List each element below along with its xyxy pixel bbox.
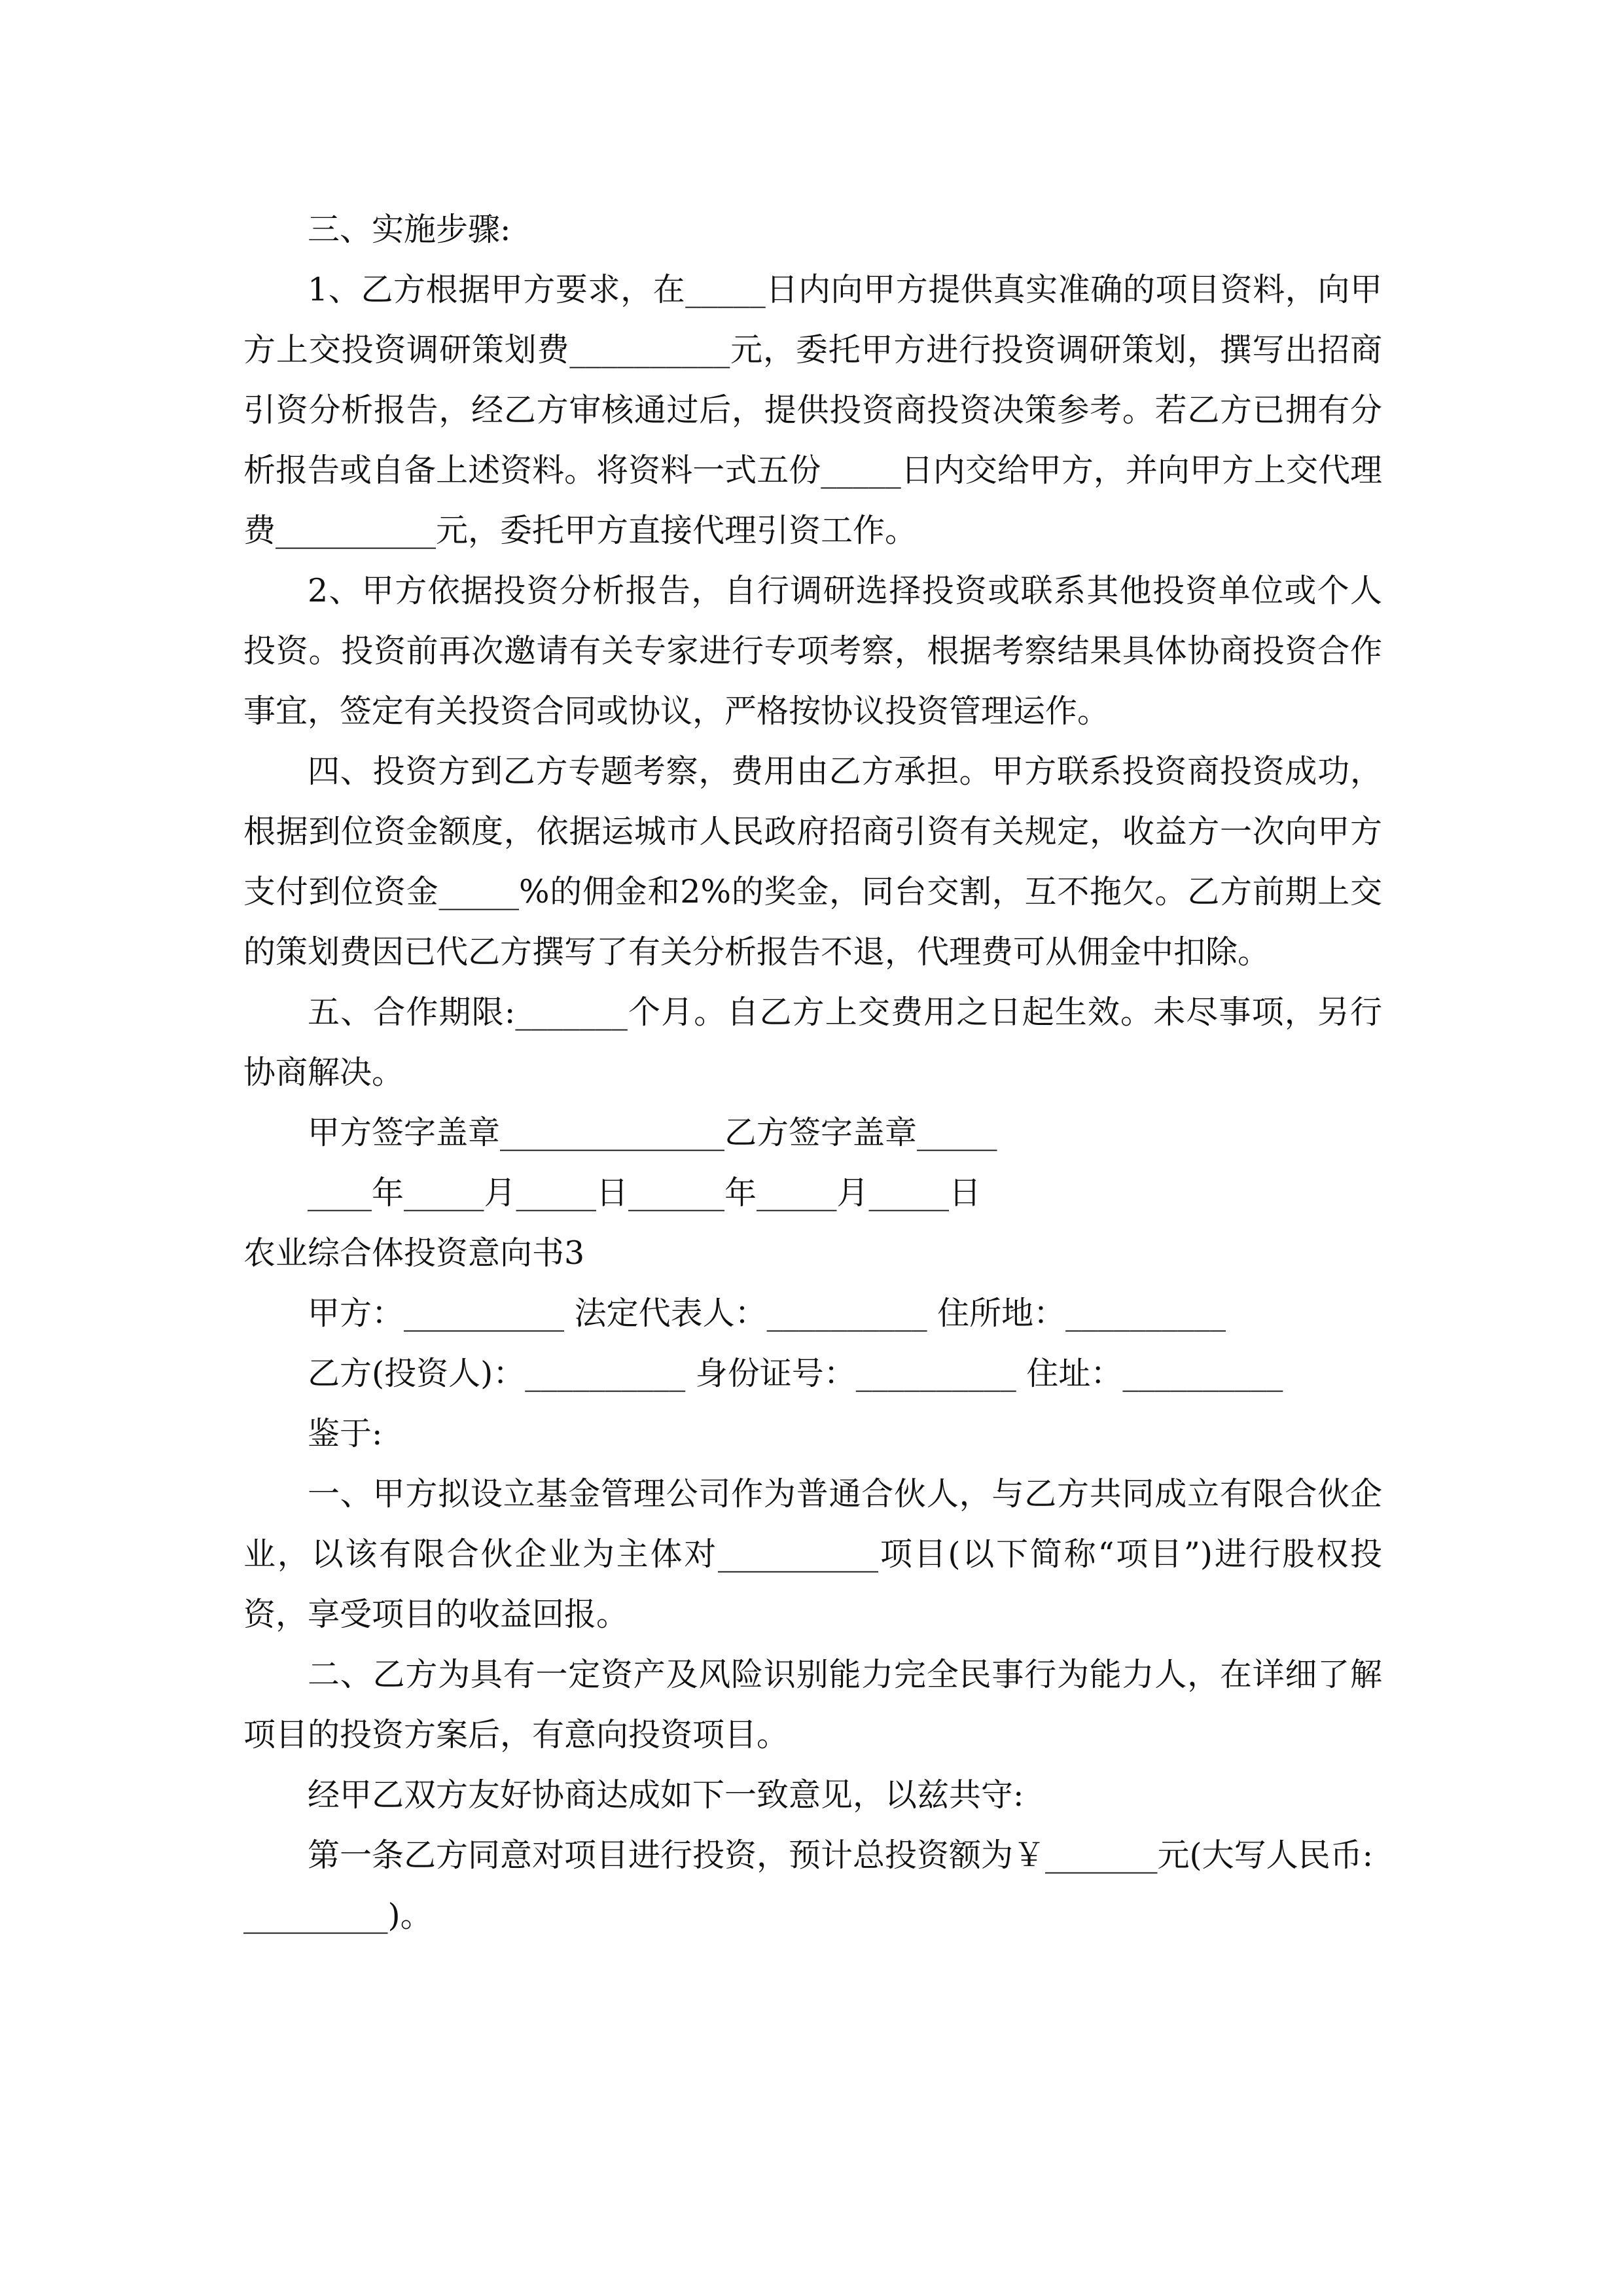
paragraph-whereas-2: 二、乙方为具有一定资产及风险识别能力完全民事行为能力人，在详细了解项目的投资方案后，有意向投资项目。 [243,1656,1382,1753]
date-line: ____年_____月_____日______年_____月_____日 [308,1174,981,1211]
document-body [243,200,1382,1946]
whereas-heading: 鉴于: [308,1415,383,1452]
paragraph-step-1: 1、乙方根据甲方要求，在_____日内向甲方提供真实准确的项目资料，向甲方上交投资调研策划费__________元，委托甲方进行投资调研策划，撰写出招商引资分析报告，经乙方审核通过后，提供投资商投资决策参考。若乙方已拥有分析报告或自备上述资料。将资料一式五份_____日内交给甲方，并向甲方上交代理费__________元，委托甲方直接代理引资工作。 [243,271,1382,549]
paragraph-section-five: 五、合作期限:_______个月。自乙方上交费用之日起生效。未尽事项，另行协商解决。 [243,994,1382,1091]
paragraph-article-1-continued: _________)。 [243,1897,433,1934]
paragraph-section-four: 四、投资方到乙方专题考察，费用由乙方承担。甲方联系投资商投资成功，根据到位资金额度，依据运城市人民政府招商引资有关规定，收益方一次向甲方支付到位资金_____%的佣金和2%的奖金，同台交割，互不拖欠。乙方前期上交的策划费因已代乙方撰写了有关分析报告不退，代理费可从佣金中扣除。 [243,753,1382,971]
section-heading-implementation-steps: 三、实施步骤: [308,211,511,248]
party-b-info-line: 乙方(投资人)：__________ 身份证号：__________ 住址：__________ [308,1355,1283,1392]
document-title: 农业综合体投资意向书3 [243,1234,585,1272]
paragraph-step-2: 2、甲方依据投资分析报告，自行调研选择投资或联系其他投资单位或个人投资。投资前再次邀请有关专家进行专项考察，根据考察结果具体协商投资合作事宜，签定有关投资合同或协议，严格按协议投资管理运作。 [243,572,1382,730]
party-a-info-line: 甲方：__________ 法定代表人：__________ 住所地：__________ [308,1295,1226,1332]
paragraph-article-1: 第一条乙方同意对项目进行投资，预计总投资额为￥_______元(大写人民币: [308,1837,1374,1874]
signature-line: 甲方签字盖章______________乙方签字盖章_____ [308,1114,997,1151]
paragraph-whereas-1: 一、甲方拟设立基金管理公司作为普通合伙人，与乙方共同成立有限合伙企业，以该有限合伙企业为主体对__________项目(以下简称“项目”)进行股权投资，享受项目的收益回报。 [243,1475,1382,1633]
paragraph-agreement-intro: 经甲乙双方友好协商达成如下一致意见，以兹共守: [308,1776,1024,1814]
